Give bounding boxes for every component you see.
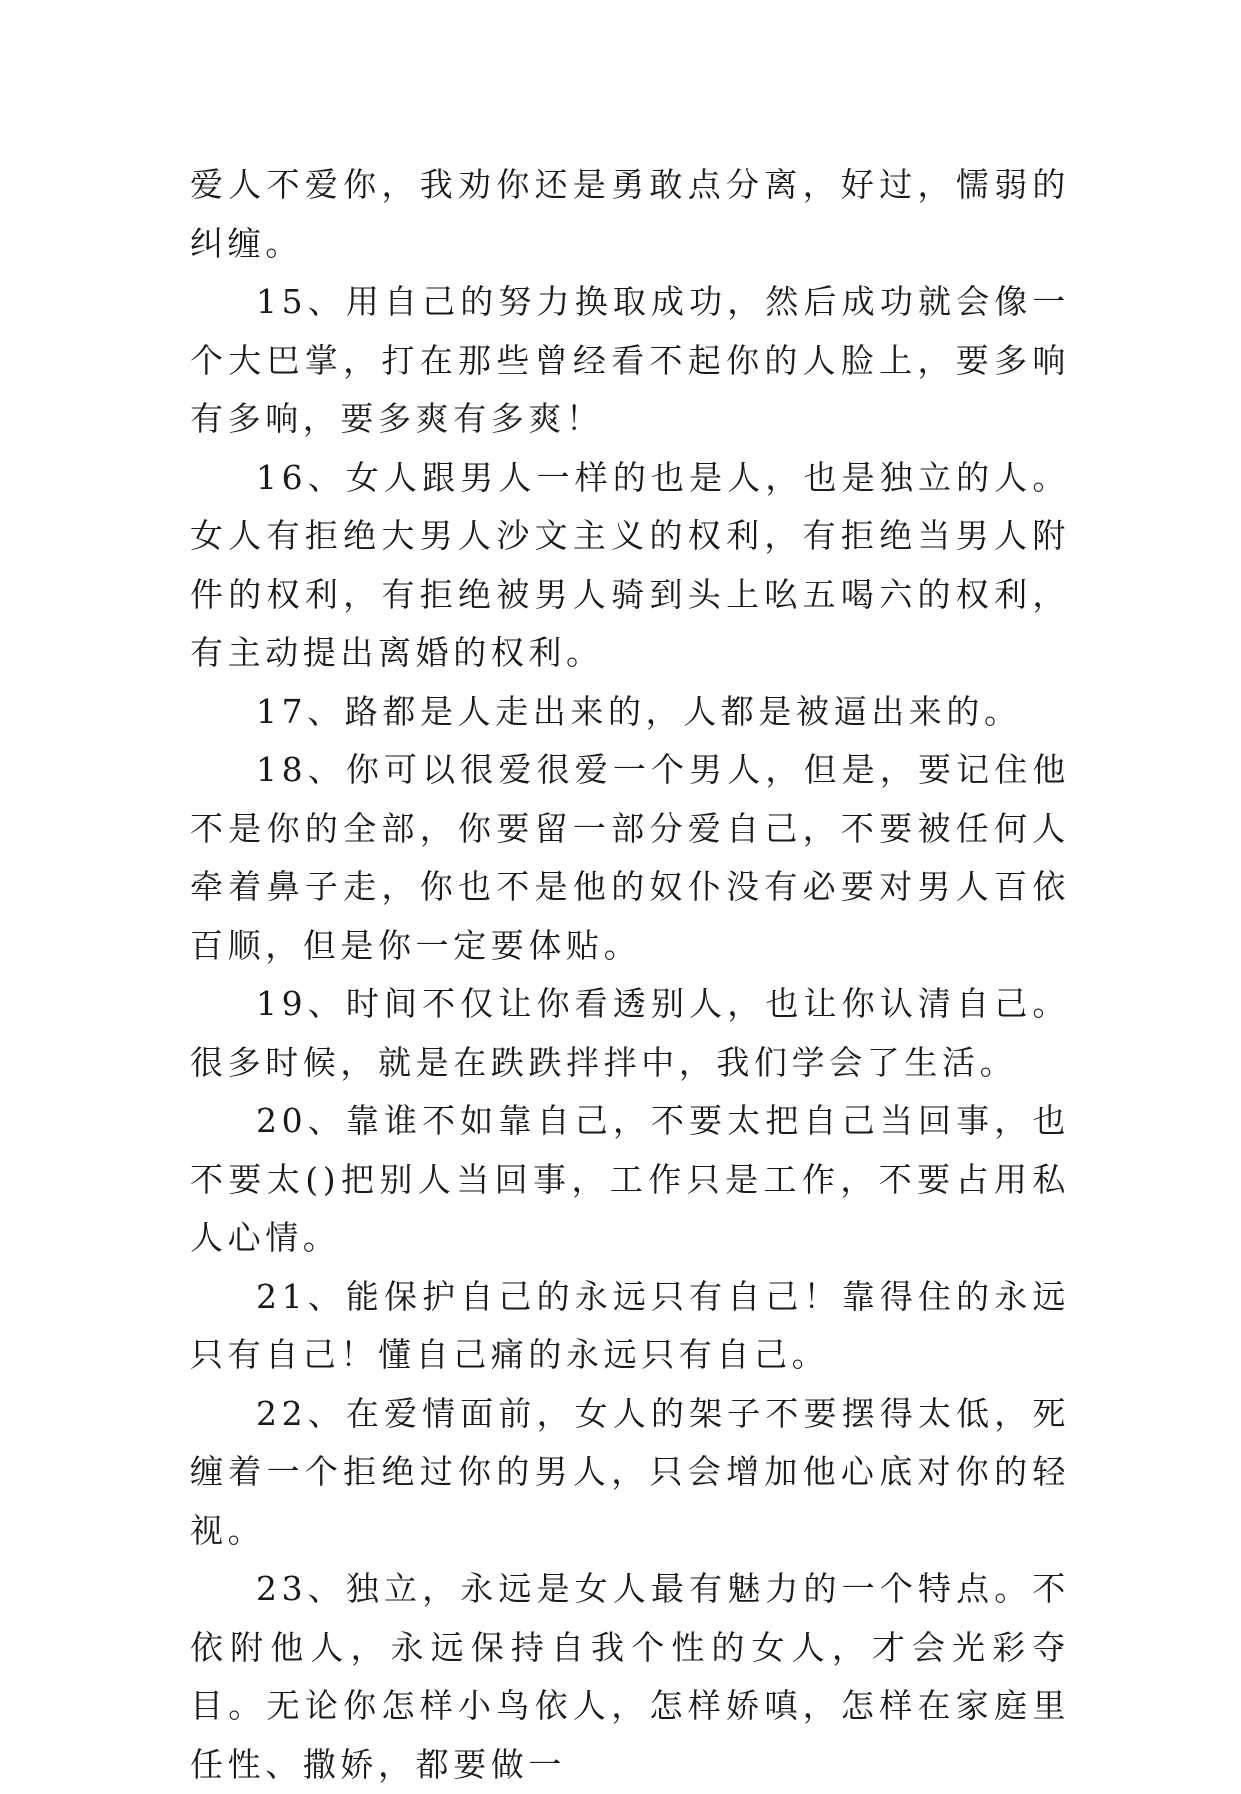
paragraph-continuation: 爱人不爱你，我劝你还是勇敢点分离，好过，懦弱的纠缠。 [190,165,1070,263]
document-body [190,156,1070,1794]
paragraph-17: 17、路都是人走出来的，人都是被逼出来的。 [256,691,1022,731]
paragraph-21: 21、能保护自己的永远只有自己！靠得住的永远只有自己！懂自己痛的永远只有自己。 [190,1276,1070,1374]
paragraph-22: 22、在爱情面前，女人的架子不要摆得太低，死缠着一个拒绝过你的男人，只会增加他心底对你的轻视。 [190,1393,1070,1550]
paragraph-18: 18、你可以很爱很爱一个男人，但是，要记住他不是你的全部，你要留一部分爱自己，不要被任何人牵着鼻子走，你也不是他的奴仆没有必要对男人百依百顺，但是你一定要体贴。 [190,750,1070,965]
paragraph-15: 15、用自己的努力换取成功，然后成功就会像一个大巴掌，打在那些曾经看不起你的人脸上，要多响有多响，要多爽有多爽！ [190,282,1070,438]
paragraph-19: 19、时间不仅让你看透别人，也让你认清自己。很多时候，就是在跌跌拌拌中，我们学会了生活。 [190,984,1070,1082]
paragraph-20: 20、靠谁不如靠自己，不要太把自己当回事，也不要太()把别人当回事，工作只是工作，不要占用私人心情。 [190,1101,1070,1257]
paragraph-16: 16、女人跟男人一样的也是人，也是独立的人。女人有拒绝大男人沙文主义的权利，有拒绝当男人附件的权利，有拒绝被男人骑到头上吆五喝六的权利，有主动提出离婚的权利。 [190,457,1070,672]
paragraph-23: 23、独立，永远是女人最有魅力的一个特点。不依附他人，永远保持自我个性的女人，才会光彩夺目。无论你怎样小鸟依人，怎样娇嗔，怎样在家庭里任性、撒娇，都要做一 [190,1569,1070,1784]
